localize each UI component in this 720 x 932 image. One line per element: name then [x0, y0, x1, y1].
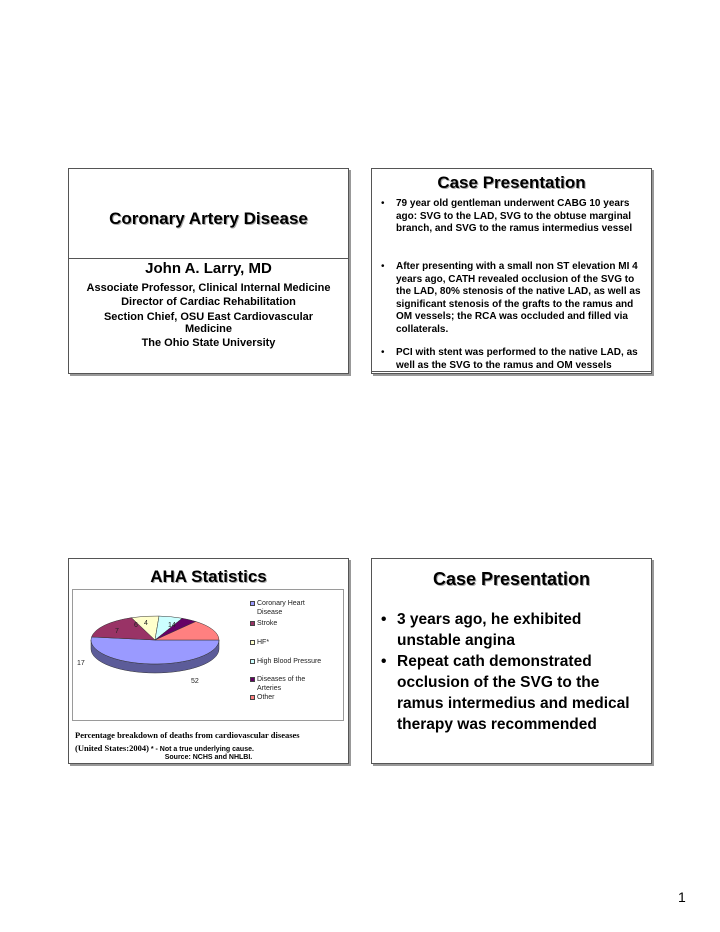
bullet-item [381, 347, 645, 372]
bullet-text: 3 years ago, he exhibited unstable angina [397, 611, 582, 649]
bottom-rule [372, 371, 651, 372]
legend-item [250, 676, 327, 693]
slide-heading: Case Presentation [437, 173, 586, 192]
bullet-item [381, 609, 647, 651]
legend-label: Stroke [257, 620, 278, 627]
legend-item [250, 694, 327, 703]
pie-data-label: 52 [191, 678, 199, 685]
legend-label: Diseases of the Arteries [257, 676, 306, 692]
slide-case-presentation-1 [371, 168, 652, 374]
bullet-icon: • [381, 198, 385, 209]
chart-caption: Percentage breakdown of deaths from cardiovascular diseases [75, 730, 300, 740]
pie-data-label: 7 [115, 628, 119, 635]
bullet-item [381, 198, 645, 236]
slide-heading: Case Presentation [432, 569, 591, 589]
pie-data-label: 14 [168, 622, 176, 629]
legend-item [250, 639, 327, 648]
pie-data-label: 6 [134, 622, 138, 629]
bullet-text: 79 year old gentleman underwent CABG 10 years ago: SVG to the LAD, SVG to the obtuse marginal branch, and SVG to the ramus intermedius vessel [396, 198, 633, 234]
legend-swatch [250, 621, 255, 626]
presenter-role-4: Medicine [184, 323, 233, 335]
bullet-icon: • [381, 653, 387, 670]
legend-swatch [250, 677, 255, 682]
bullet-icon: • [381, 611, 387, 628]
presenter-affiliation: The Ohio State University [141, 337, 276, 349]
legend-item [250, 600, 327, 617]
chart-caption-2 [75, 743, 254, 753]
legend-swatch [250, 640, 255, 645]
chart-caption-year: (United States:2004) [75, 743, 149, 753]
page-number: 1 [678, 889, 686, 905]
legend-label: HF* [257, 639, 270, 646]
slide-title-heading: Coronary Artery Disease [109, 209, 308, 228]
legend-swatch [250, 695, 255, 700]
presenter-name: John A. Larry, MD [145, 260, 272, 277]
presenter-role-1: Associate Professor, Clinical Internal Medicine [86, 282, 331, 294]
legend-item [250, 620, 327, 629]
legend-label: High Blood Pressure [257, 658, 322, 665]
title-divider [69, 258, 348, 259]
slide-aha-statistics [68, 558, 349, 764]
bullet-icon: • [381, 347, 385, 358]
pie-chart [72, 589, 344, 721]
pie-data-label: 17 [77, 660, 85, 667]
bullet-item [381, 261, 645, 336]
presenter-role-2: Director of Cardiac Rehabilitation [121, 296, 296, 308]
slide-title [68, 168, 349, 374]
legend-swatch [250, 659, 255, 664]
bullet-text: After presenting with a small non ST elevation MI 4 years ago, CATH revealed occlusion of the SVG to the LAD, 80% stenosis of the native LAD, as well as significant stenosis of the grafts to the ramus and OM vessels; the RCA was occluded and filled via collaterals. [396, 261, 641, 335]
presenter-role-3: Section Chief, OSU East Cardiovascular [103, 311, 314, 323]
pie-data-label: 4 [144, 620, 148, 627]
chart-source: Source: NCHS and NHLBI. [164, 754, 253, 761]
chart-footnote: * - Not a true underlying cause. [148, 746, 254, 753]
bullet-text: PCI with stent was performed to the native LAD, as well as the SVG to the ramus and OM vessels [396, 347, 638, 371]
slide-case-presentation-2 [371, 558, 652, 764]
bullet-item [381, 651, 647, 735]
legend-item [250, 658, 327, 667]
bullet-icon: • [381, 261, 385, 272]
legend-label: Coronary Heart Disease [257, 600, 305, 616]
slide-heading: AHA Statistics [150, 567, 267, 586]
legend-label: Other [257, 694, 275, 701]
bullet-text: Repeat cath demonstrated occlusion of the SVG to the ramus intermedius and medical therapy was recommended [397, 653, 630, 733]
legend-swatch [250, 601, 255, 606]
